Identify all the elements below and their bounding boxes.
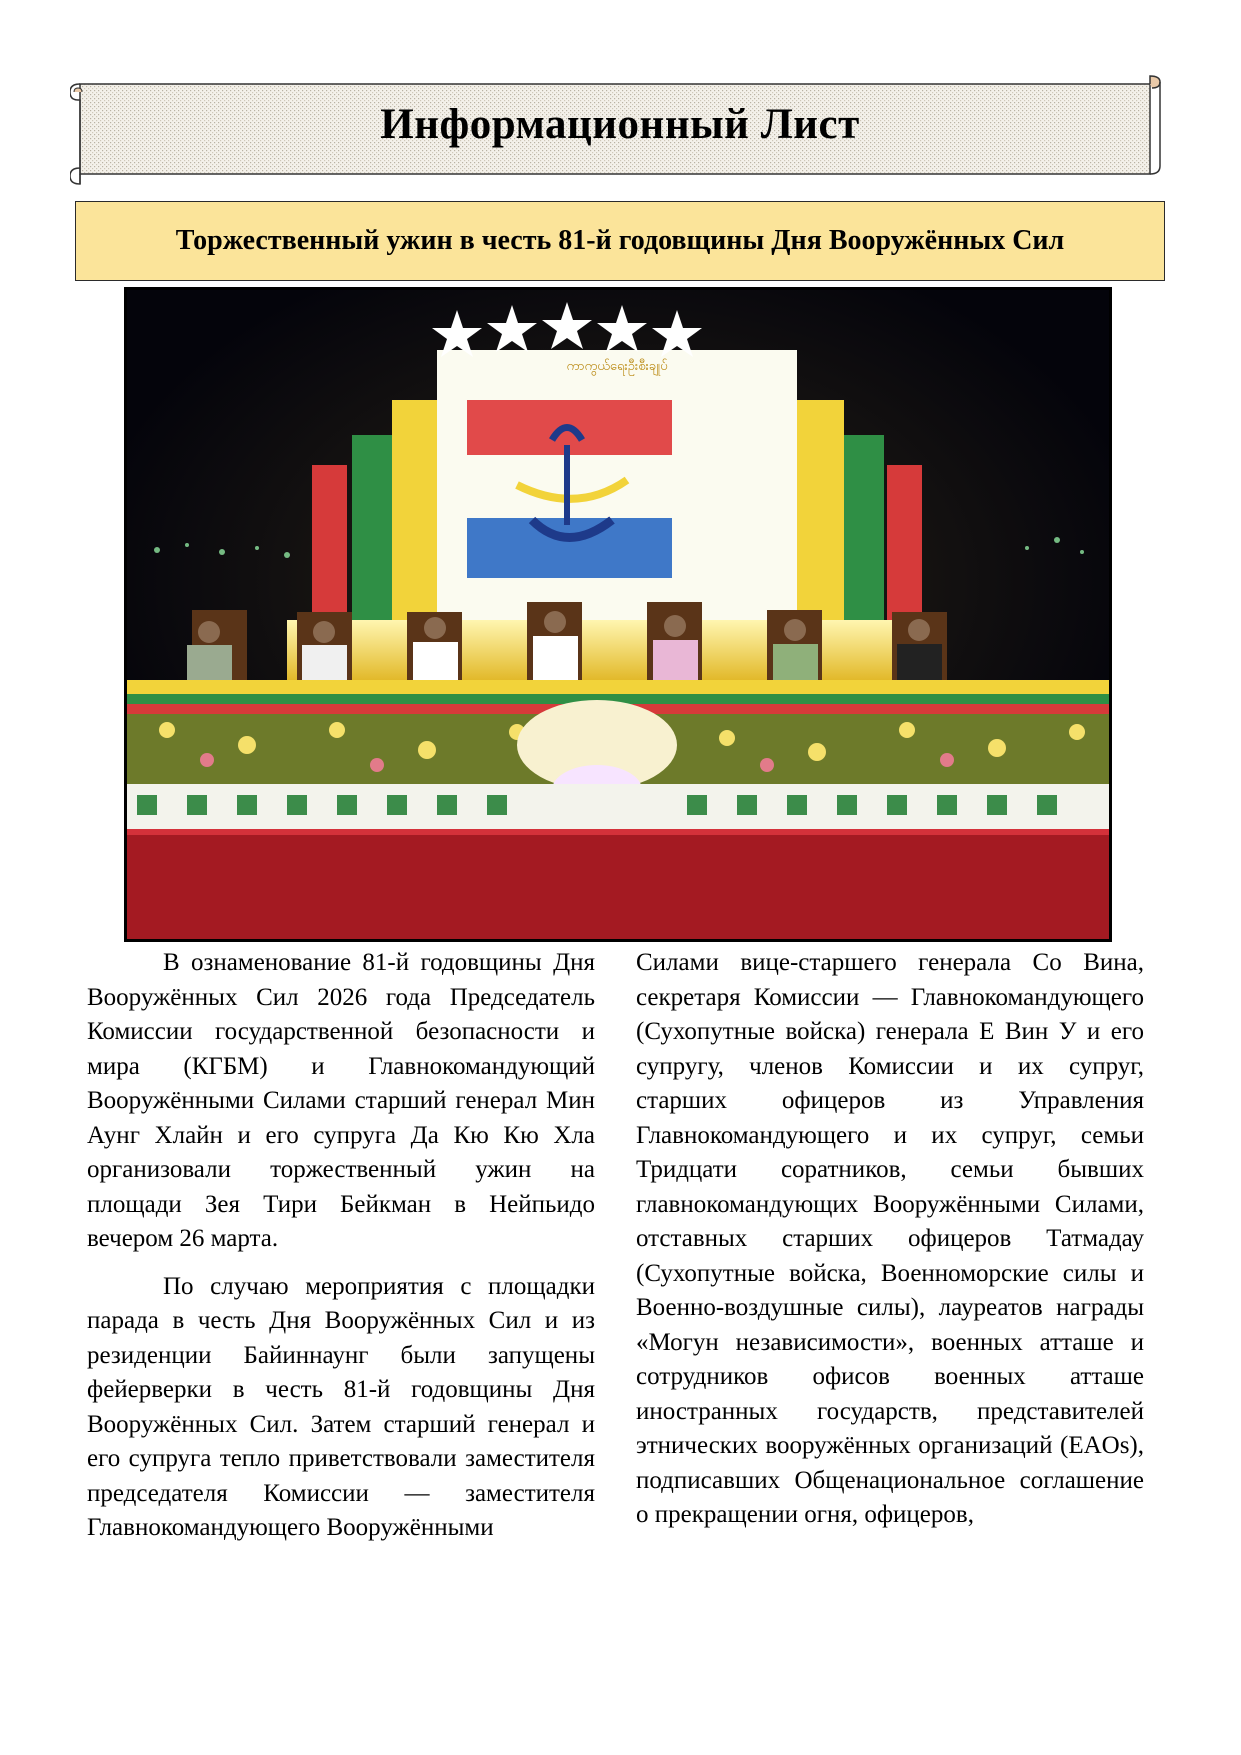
title-banner (70, 74, 1170, 194)
article-column-left (87, 946, 595, 1546)
article-column-right (636, 946, 1144, 1533)
event-photo-illustration (127, 290, 1109, 939)
article-paragraph: В ознаменование 81-й годовщины Дня Вооружённых Сил 2026 года Председатель Комиссии государственной безопасности и мира (КГБМ) и Главнокомандующий Вооружёнными Силами старший генерал Мин Аунг Хлайн и его супруга Да Кю Кю Хла организовали торжественный ужин на площади Зея Тири Бейкман в Нейпьидо вечером 26 марта. (87, 949, 595, 1252)
photo-banner-text: ကာကွယ်ရေးဦးစီးချုပ် (566, 359, 668, 374)
page-title: Информационный Лист (380, 101, 860, 148)
article-headline: Торжественный ужин в честь 81-й годовщины Дня Вооружённых Сил (75, 201, 1165, 281)
article-paragraph: По случаю мероприятия с площадки парада в честь Дня Вооружённых Сил и из резиденции Байиннаунг были запущены фейерверки в честь 81-й годовщины Дня Вооружённых Сил. Затем старший генерал и его супруга тепло приветствовали заместителя председателя Комиссии — заместителя Главнокомандующего Вооружёнными (87, 1272, 595, 1541)
article-paragraph: Силами вице-старшего генерала Со Вина, секретаря Комиссии — Главнокомандующего (Сухопутные войска) генерала Е Вин У и его супругу, членов Комиссии и их супруг, старших офицеров из Управления Главнокомандующего и их супруг, семьи Тридцати соратников, семьи бывших главнокомандующих Вооружёнными Силами, отставных старших офицеров Татмадау (Сухопутные войска, Военноморские силы и Военно-воздушные силы), лауреатов награды «Могун независимости», военных атташе и сотрудников офисов военных атташе иностранных государств, представителей этнических вооружённых организаций (EAOs), подписавших Общенациональное соглашение о прекращении огня, офицеров, (636, 949, 1144, 1528)
event-photo (124, 287, 1112, 942)
